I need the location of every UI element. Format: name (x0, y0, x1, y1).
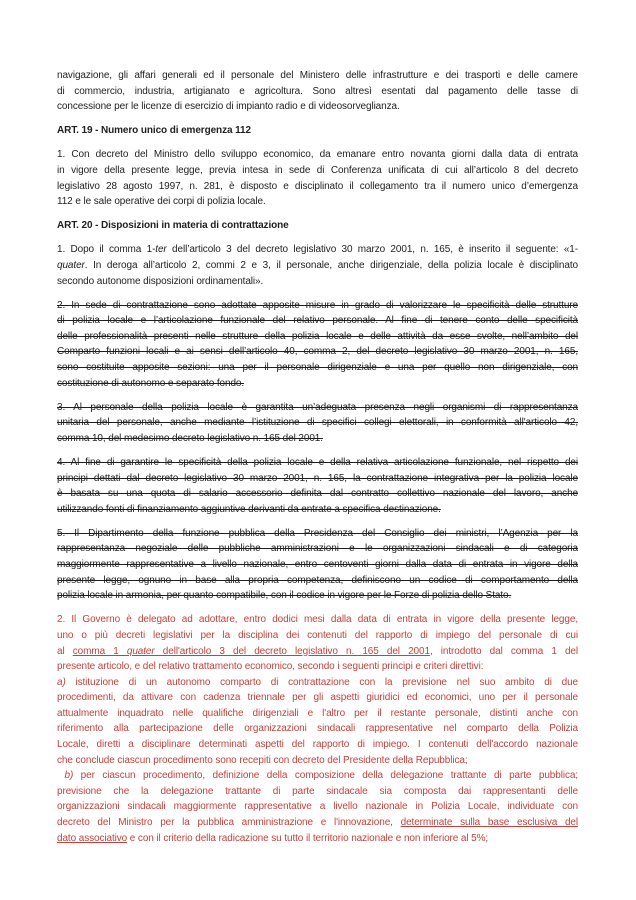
text-run: ter (155, 244, 167, 256)
text-run: a) (57, 676, 66, 688)
struck-text: unitaria del personale, anche mediante l’istituzione di specifici collegi elettorali, in conformità all'articolo 42, (57, 417, 578, 429)
text-run: in vigore della presente legge, previa intesa in sede di Conferenza unificata di cui all’articolo 8 del decreto (57, 164, 578, 176)
text-line (57, 557, 578, 573)
text-run: che conclude ciascun procedimento sono recepiti con decreto del Presidente della Repubblica; (57, 754, 468, 766)
struck-text: maggiormente rappresentative a livello nazionale, entro centoventi giorni dalla data di entrata in vigore della (57, 559, 578, 571)
text-line (57, 99, 578, 115)
text-line (57, 400, 578, 416)
struck-text: 2. In sede di contrattazione sono adottate apposite misure in grado di valorizzare le specificità delle strutture (57, 299, 578, 311)
text-run: attualmente inquadrato nelle qualifiche dirigenziali e l'altro per il restante personale, distinti anche con (57, 707, 578, 719)
text-run: e con il criterio della radicazione su tutto il territorio nazionale e non inferiore al 5%; (127, 832, 489, 844)
text-run: , introdotto dal comma 1 del (429, 645, 578, 657)
article-heading (57, 218, 578, 234)
text-run: dell’articolo 3 del decreto legislativo 30 marzo 2001, n. 165, è inserito il seguente: «1- (166, 244, 578, 256)
text-line (57, 690, 578, 706)
text-run: secondo autonome disposizioni ordinamentali». (57, 275, 264, 287)
underlined-text: comma 1 (72, 645, 127, 657)
text-run: previsione che la delegazione trattante di parte sindacale sia composta dai rappresentanti delle (57, 785, 578, 797)
paragraph (57, 298, 578, 392)
text-run: riferimento alla partecipazione delle organizzazioni sindacali rappresentative nel comparto della Polizia (57, 723, 578, 735)
struck-text: utilizzando fonti di finanziamento aggiuntive derivanti da entrate a specifica destinazione. (57, 503, 441, 515)
text-line (57, 298, 578, 314)
text-run: uno o più decreti legislativi per la disciplina dei contenuti del rapporto di impiego del personale di cui (57, 629, 578, 641)
text-line (57, 415, 578, 431)
text-line (57, 753, 578, 769)
text-line (57, 737, 578, 753)
text-line (57, 218, 578, 234)
text-line (57, 486, 578, 502)
struck-text: sono costituite apposite sezioni: una per il personale dirigenziale e una per quello non dirigenziale, con (57, 362, 578, 373)
text-line (57, 455, 578, 471)
text-line (57, 768, 578, 784)
struck-text: delle professionalità presenti nelle strutture della polizia locale e delle attività da esse svolte, nell’ambito del (57, 330, 578, 342)
text-run: 1. Con decreto del Ministro dello sviluppo economico, da emanare entro novanta giorni dalla data di entrata (57, 149, 578, 161)
underlined-text: dato associativo (57, 832, 128, 844)
struck-text: polizia locale in armonia, per quanto compatibile, con il codice in vigore per le Forze di polizia dello Stato. (57, 590, 512, 602)
underlined-text: quater (126, 645, 155, 657)
text-run: al (57, 645, 73, 657)
paragraph (57, 68, 578, 115)
text-run: procedimenti, da attivare con cadenza triennale per gli aspetti giuridici ed economici, uno per il personale (57, 692, 578, 704)
text-line (57, 258, 578, 274)
text-line (57, 541, 578, 557)
text-line (57, 815, 578, 831)
text-line (57, 612, 578, 628)
paragraph (57, 612, 578, 846)
text-run: per ciascun procedimento, definizione della composizione della delegazione trattante di parte pubblica; (73, 770, 578, 782)
text-line (57, 502, 578, 518)
text-run: legislativo 28 agosto 1997, n. 281, è disposto e disciplinato il collegamento tra il numero unico d’emergenza (57, 180, 578, 192)
text-line (57, 179, 578, 195)
text-run: decreto del Ministro per la pubblica amministrazione e l'innovazione, (57, 817, 401, 829)
text-line (57, 84, 578, 100)
text-line (57, 274, 578, 290)
text-line (57, 431, 578, 447)
underlined-text: dell'articolo 3 del decreto legislativo n. 165 del 2001 (154, 645, 430, 657)
text-run: Locale, diretti a disciplinare determinati aspetti del rapporto di impiego. I contenuti dell'accordo nazionale (57, 739, 578, 751)
text-run: . In deroga all’articolo 2, commi 2 e 3, il personale, anche dirigenziale, della polizia locale è disciplinato (84, 259, 578, 271)
text-line (57, 163, 578, 179)
paragraph (57, 400, 578, 447)
text-line (57, 68, 578, 84)
text-line (57, 194, 578, 210)
text-line (57, 526, 578, 542)
text-line (57, 675, 578, 691)
text-line (57, 573, 578, 589)
text-run: b) (57, 770, 74, 782)
text-run: 2. Il Governo è delegato ad adottare, entro dodici mesi dalla data di entrata in vigore della presente legge, (57, 614, 578, 626)
text-line (57, 784, 578, 800)
text-line (57, 313, 578, 329)
text-run: istituzione di un autonomo comparto di contrattazione con la previsione nel suo ambito di due (65, 676, 578, 688)
text-line (57, 644, 578, 660)
text-line (57, 471, 578, 487)
text-line (57, 659, 578, 675)
text-run: 1. Dopo il comma 1- (57, 244, 156, 256)
text-line (57, 329, 578, 345)
underlined-text: determinate sulla base esclusiva del (400, 817, 578, 829)
struck-text: costituzione di autonomo e separato fondo. (57, 377, 245, 389)
text-line (57, 831, 578, 847)
struck-text: principi dettati dal decreto legislativo 30 marzo 2001, n. 165, la contrattazione integrativa per la polizia locale (57, 472, 578, 484)
text-line (57, 628, 578, 644)
struck-text: 4. Al fine di garantire le specificità della polizia locale e della relativa articolazione funzionale, nel rispetto dei (57, 456, 578, 468)
text-run: ART. 19 - Numero unico di emergenza 112 (57, 125, 251, 137)
text-line (57, 360, 578, 376)
paragraph (57, 242, 578, 289)
text-line (57, 588, 578, 604)
text-line (57, 799, 578, 815)
text-line (57, 147, 578, 163)
text-run: navigazione, gli affari generali ed il personale del Ministero delle infrastrutture e dei trasporti e delle camere (57, 70, 578, 81)
struck-text: di polizia locale e l’articolazione funzionale del relativo personale. Al fine di tenere conto delle specificità (57, 315, 578, 327)
text-line (57, 123, 578, 139)
struck-text: rappresentanza negoziale delle pubbliche amministrazioni e le organizzazioni sindacali e di categoria (57, 543, 578, 555)
struck-text: 5. Il Dipartimento della funzione pubblica della Presidenza del Consiglio dei ministri, l’Agenzia per la (57, 527, 578, 539)
struck-text: Comparto funzioni locali e ai sensi dell’articolo 40, comma 2, del decreto legislativo 30 marzo 2001, n. 165, (57, 346, 578, 358)
text-run: ART. 20 - Disposizioni in materia di contrattazione (57, 220, 289, 232)
struck-text: comma 10, del medesimo decreto legislativo n. 165 del 2001. (57, 432, 323, 444)
text-run: quater (57, 259, 85, 271)
paragraph (57, 455, 578, 517)
text-run: 112 e le sale operative dei corpi di polizia locale. (57, 196, 266, 208)
text-line (57, 376, 578, 392)
text-run: organizzazioni sindacali maggiormente rappresentative a livello nazionale in Polizia Locale, individuate con (57, 801, 578, 813)
text-line (57, 344, 578, 360)
text-run: concessione per le licenze di esercizio di impianto radio e di videosorveglianza. (57, 101, 400, 113)
text-line (57, 706, 578, 722)
article-heading (57, 123, 578, 139)
text-line (57, 721, 578, 737)
struck-text: presente legge, ognuno in base alla propria competenza, definiscono un codice di comportamento della (57, 574, 578, 586)
paragraph (57, 526, 578, 604)
text-run: presente articolo, e del relativo trattamento economico, secondo i seguenti principi e criteri direttivi: (57, 661, 484, 673)
text-line (57, 242, 578, 258)
text-run: di commercio, industria, artigianato e agricoltura. Sono altresì esentati dal pagamento delle tasse di (57, 85, 578, 97)
paragraph (57, 147, 578, 209)
struck-text: 3. Al personale della polizia locale è garantita un’adeguata presenza negli organismi di rappresentanza (57, 401, 578, 413)
struck-text: è basata su una quota di salario accessorio definita dal contratto collettivo nazionale del lavoro, anche (57, 488, 578, 500)
